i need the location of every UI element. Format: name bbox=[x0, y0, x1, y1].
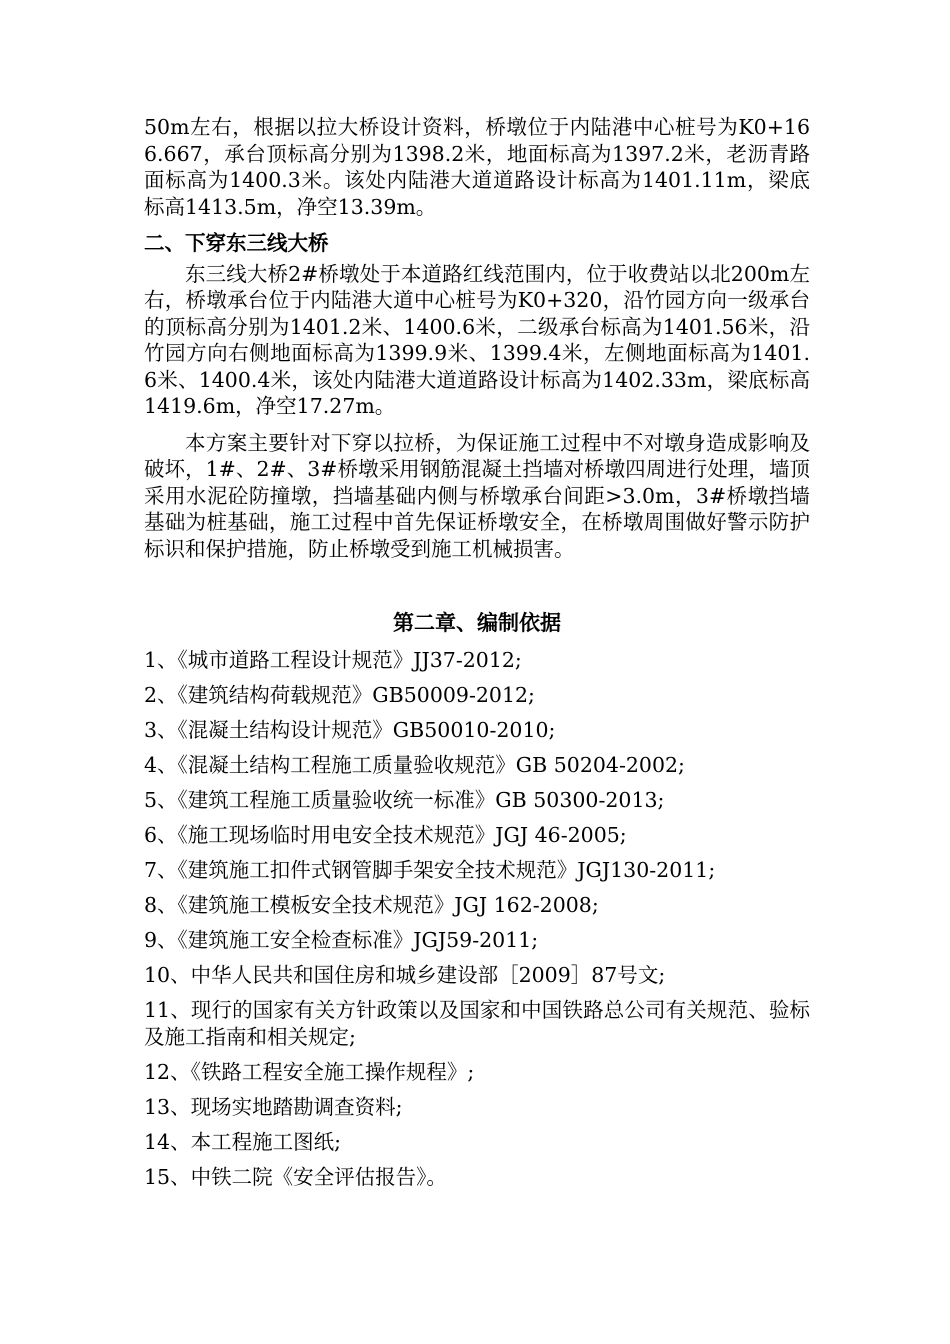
reference-item: 3、《混凝土结构设计规范》GB50010-2010; bbox=[144, 718, 556, 742]
reference-item: 14、本工程施工图纸; bbox=[144, 1129, 341, 1154]
reference-item: 7、《建筑施工扣件式钢管脚手架安全技术规范》JGJ130-2011; bbox=[144, 858, 716, 882]
reference-item: 4、《混凝土结构工程施工质量验收规范》GB 50204-2002; bbox=[144, 753, 685, 777]
intro-paragraph: 50m左右，根据以拉大桥设计资料，桥墩位于内陆港中心桩号为K0+166.667，承台顶标高分别为1398.2米，地面标高为1397.2米，老沥青路面标高为1400.3米。该处内陆港大道道路设计标高为1401.11m，梁底标高1413.5m，净空13.39m。 bbox=[144, 115, 810, 219]
reference-item: 8、《建筑施工模板安全技术规范》JGJ 162-2008; bbox=[144, 893, 599, 917]
section-heading-east-third-line-bridge: 二、下穿东三线大桥 bbox=[144, 231, 329, 255]
reference-item: 10、中华人民共和国住房和城乡建设部［2009］87号文; bbox=[144, 963, 666, 987]
chapter-title: 第二章、编制依据 bbox=[393, 611, 561, 635]
document-body bbox=[144, 114, 810, 1199]
reference-item: 11、现行的国家有关方针政策以及国家和中国铁路总公司有关规范、验标及施工指南和相关规定; bbox=[144, 998, 810, 1049]
reference-item: 1、《城市道路工程设计规范》JJ37-2012; bbox=[144, 648, 522, 672]
reference-item: 15、中铁二院《安全评估报告》。 bbox=[144, 1164, 447, 1189]
east-bridge-description-paragraph: 东三线大桥2#桥墩处于本道路红线范围内，位于收费站以北200m左右，桥墩承台位于内陆港大道中心桩号为K0+320，沿竹园方向一级承台的顶标高分别为1401.2米、1400.6米，二级承台标高为1401.56米，沿竹园方向右侧地面标高为1399.9米、1399.4米，左侧地面标高为1401.6米、1400.4米，该处内陆港大道道路设计标高为1402.33m，梁底标高1419.6m，净空17.27m。 bbox=[144, 261, 810, 418]
reference-item: 5、《建筑工程施工质量验收统一标准》GB 50300-2013; bbox=[144, 788, 665, 812]
paragraph-spacer bbox=[144, 420, 810, 430]
reference-item: 12、《铁路工程安全施工操作规程》; bbox=[144, 1059, 475, 1084]
reference-item: 13、现场实地踏勘调查资料; bbox=[144, 1094, 403, 1119]
reference-item: 9、《建筑施工安全检查标准》JGJ59-2011; bbox=[144, 928, 539, 952]
reference-list bbox=[144, 647, 810, 1190]
scheme-description-paragraph: 本方案主要针对下穿以拉桥，为保证施工过程中不对墩身造成影响及破坏，1#、2#、3#桥墩采用钢筋混凝土挡墙对桥墩四周进行处理，墙顶采用水泥砼防撞墩，挡墙基础内侧与桥墩承台间距>3.0m，3#桥墩挡墙基础为桩基础，施工过程中首先保证桥墩安全，在桥墩周围做好警示防护标识和保护措施，防止桥墩受到施工机械损害。 bbox=[144, 430, 810, 561]
reference-item: 2、《建筑结构荷载规范》GB50009-2012; bbox=[144, 683, 535, 707]
reference-item: 6、《施工现场临时用电安全技术规范》JGJ 46-2005; bbox=[144, 823, 627, 847]
